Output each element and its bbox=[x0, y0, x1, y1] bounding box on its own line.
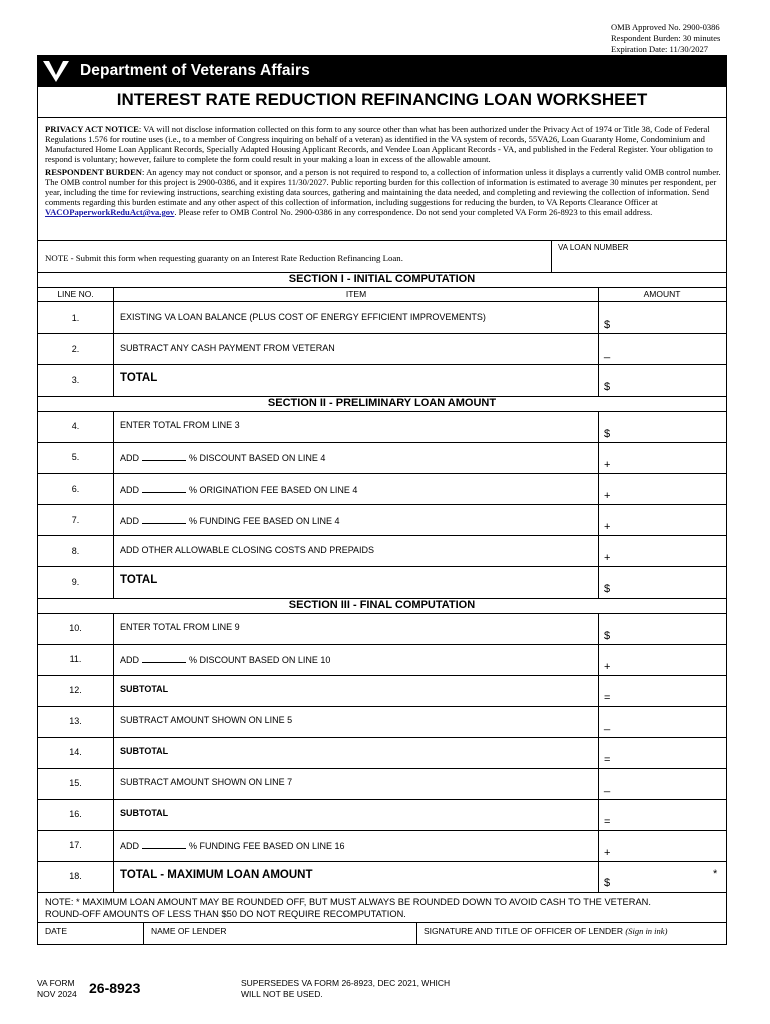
percent-input[interactable] bbox=[142, 451, 186, 461]
column-divider bbox=[416, 922, 417, 945]
line-3-item: TOTAL bbox=[120, 372, 158, 384]
line-8-item: ADD OTHER ALLOWABLE CLOSING COSTS AND PREPAIDS bbox=[120, 545, 375, 555]
amount-field-line-5[interactable]: + bbox=[604, 459, 611, 471]
section-3-heading: SECTION III - FINAL COMPUTATION bbox=[288, 599, 476, 611]
percent-input[interactable] bbox=[142, 483, 186, 493]
agency-name: Department of Veterans Affairs bbox=[80, 62, 310, 79]
line-2-item: SUBTRACT ANY CASH PAYMENT FROM VETERAN bbox=[120, 343, 335, 353]
line-number: 18. bbox=[69, 871, 82, 881]
column-divider bbox=[143, 922, 144, 945]
percent-input[interactable] bbox=[142, 653, 186, 663]
signature-field[interactable] bbox=[424, 926, 667, 936]
amount-field-line-11[interactable]: + bbox=[604, 661, 611, 673]
line-5-item bbox=[120, 451, 325, 463]
line-15-item: SUBTRACT AMOUNT SHOWN ON LINE 7 bbox=[120, 777, 293, 787]
footnote-asterisk: * bbox=[713, 868, 718, 880]
line-number: 1. bbox=[71, 313, 80, 323]
column-divider bbox=[598, 613, 599, 893]
divider bbox=[38, 473, 726, 474]
omb-info bbox=[611, 22, 720, 55]
percent-input[interactable] bbox=[142, 839, 186, 849]
line-number: 7. bbox=[71, 515, 80, 525]
rounding-note-line-2: ROUND-OFF AMOUNTS OF LESS THAN $50 DO NOT REQUIRE RECOMPUTATION. bbox=[45, 909, 406, 919]
respondent-burden: Respondent Burden: 30 minutes bbox=[611, 33, 721, 43]
section-2-heading: SECTION II - PRELIMINARY LOAN AMOUNT bbox=[267, 397, 497, 409]
line-number: 3. bbox=[71, 375, 80, 385]
divider bbox=[38, 892, 726, 893]
amount-field-line-17[interactable]: + bbox=[604, 847, 611, 859]
divider bbox=[38, 768, 726, 769]
column-divider bbox=[113, 287, 114, 397]
add-label: ADD bbox=[120, 655, 140, 665]
line-17-text: % FUNDING FEE BASED ON LINE 16 bbox=[189, 841, 345, 851]
line-number: 9. bbox=[71, 577, 80, 587]
line-number: 2. bbox=[71, 344, 80, 354]
column-divider bbox=[113, 411, 114, 599]
omb-number: OMB Approved No. 2900-0386 bbox=[611, 22, 720, 32]
line-6-item bbox=[120, 483, 357, 495]
line-number: 17. bbox=[69, 840, 82, 850]
divider bbox=[38, 613, 726, 614]
add-label: ADD bbox=[120, 453, 140, 463]
burden-label: RESPONDENT BURDEN bbox=[45, 167, 143, 177]
form-id bbox=[37, 978, 77, 1000]
agency-banner bbox=[38, 56, 726, 87]
column-item: ITEM bbox=[345, 289, 367, 299]
line-7-text: % FUNDING FEE BASED ON LINE 4 bbox=[189, 516, 340, 526]
column-divider bbox=[598, 287, 599, 397]
privacy-text: : VA will not disclose information collected on this form to any source other than what has been authorized under the Privacy Act of 1974 or Title 38, Code of Federal Regulations 1.576 for routine uses (i.e., to a member of Congress inquiring on behalf of a veteran) as identified in the VA system of records, 55VA26, Loan Guaranty Home, Condominium and Manufactured Home Loan Applicant Records, Specially Adapted Housing Applicant Records, and Vendee Loan Applicant Records - VA, and published in the Federal Register. Your obligation to respond is voluntary; however, failure to complete the form could result in your making a loan in excess of the allowable amount. bbox=[45, 124, 713, 164]
line-10-item: ENTER TOTAL FROM LINE 9 bbox=[120, 622, 240, 632]
divider bbox=[38, 504, 726, 505]
section-1-heading: SECTION I - INITIAL COMPUTATION bbox=[288, 273, 476, 285]
divider bbox=[38, 830, 726, 831]
line-number: 13. bbox=[69, 716, 82, 726]
divider bbox=[38, 364, 726, 365]
va-loan-number-field[interactable] bbox=[551, 240, 727, 272]
column-divider bbox=[598, 411, 599, 599]
amount-field-line-1[interactable]: $ bbox=[604, 319, 611, 331]
divider bbox=[38, 737, 726, 738]
line-5-text: % DISCOUNT BASED ON LINE 4 bbox=[189, 453, 326, 463]
supersedes-line-2: WILL NOT BE USED. bbox=[241, 989, 323, 999]
add-label: ADD bbox=[120, 516, 140, 526]
date-field[interactable]: DATE bbox=[45, 926, 68, 936]
supersedes-line-1: SUPERSEDES VA FORM 26-8923, DEC 2021, WHICH bbox=[241, 978, 451, 988]
divider bbox=[38, 301, 726, 302]
line-number: 4. bbox=[71, 421, 80, 431]
form-date: NOV 2024 bbox=[37, 989, 77, 999]
divider bbox=[38, 535, 726, 536]
amount-field-line-3[interactable]: $ bbox=[604, 381, 611, 393]
privacy-notice bbox=[45, 124, 727, 220]
submit-note: NOTE - Submit this form when requesting guaranty on an Interest Rate Reduction Refinancing Loan. bbox=[45, 253, 403, 263]
form-number: 26-8923 bbox=[89, 980, 141, 996]
amount-field-line-14[interactable]: = bbox=[604, 754, 611, 766]
percent-input[interactable] bbox=[142, 514, 186, 524]
divider bbox=[38, 675, 726, 676]
divider bbox=[38, 117, 726, 118]
paperwork-email-link[interactable]: VACOPaperworkReduAct@va.gov bbox=[45, 207, 175, 217]
line-16-item: SUBTOTAL bbox=[120, 808, 169, 818]
rounding-note bbox=[45, 896, 651, 920]
amount-field-line-8[interactable]: + bbox=[604, 552, 611, 564]
line-4-item: ENTER TOTAL FROM LINE 3 bbox=[120, 420, 240, 430]
divider bbox=[38, 706, 726, 707]
divider bbox=[38, 861, 726, 862]
line-number: 15. bbox=[69, 778, 82, 788]
divider bbox=[38, 644, 726, 645]
divider bbox=[38, 799, 726, 800]
add-label: ADD bbox=[120, 485, 140, 495]
burden-text: : An agency may not conduct or sponsor, and a person is not required to respond to, a collection of information unless it displays a currently valid OMB control number. The OMB control number for this project is 2900-0386, and it expires 11/30/2027. Public reporting burden for this collection of information is estimated to average 30 minutes per respondent, per year, including the time for reviewing instructions, searching existing data sources, gathering and maintaining the data needed, and completing and reviewing the collection of information. Send comments regarding this burden estimate and any other aspect of this collection of information, including suggestions for reducing the burden, to VA Reports Clearance Officer at bbox=[45, 167, 721, 207]
worksheet-form bbox=[37, 55, 727, 945]
line-7-item bbox=[120, 514, 340, 526]
signature-label: SIGNATURE AND TITLE OF OFFICER OF LENDER bbox=[424, 926, 623, 936]
add-label: ADD bbox=[120, 841, 140, 851]
line-number: 5. bbox=[71, 452, 80, 462]
amount-field-line-2[interactable]: _ bbox=[604, 347, 611, 359]
amount-field-line-10[interactable]: $ bbox=[604, 630, 611, 642]
line-number: 10. bbox=[69, 623, 82, 633]
amount-field-line-7[interactable]: + bbox=[604, 521, 611, 533]
line-number: 6. bbox=[71, 484, 80, 494]
rounding-note-line-1: NOTE: * MAXIMUM LOAN AMOUNT MAY BE ROUNDED OFF, BUT MUST ALWAYS BE ROUNDED DOWN TO AVOID CASH TO THE VETERAN. bbox=[45, 897, 651, 907]
lender-name-field[interactable]: NAME OF LENDER bbox=[151, 926, 227, 936]
amount-field-line-9[interactable]: $ bbox=[604, 583, 611, 595]
amount-field-line-6[interactable]: + bbox=[604, 490, 611, 502]
line-number: 11. bbox=[69, 654, 82, 664]
amount-field-line-13[interactable]: _ bbox=[604, 719, 611, 731]
va-loan-number-label: VA LOAN NUMBER bbox=[558, 243, 629, 252]
amount-field-line-4[interactable]: $ bbox=[604, 428, 611, 440]
line-17-item bbox=[120, 839, 345, 851]
privacy-label: PRIVACY ACT NOTICE bbox=[45, 124, 139, 134]
amount-field-line-15[interactable]: _ bbox=[604, 781, 611, 793]
line-9-item: TOTAL bbox=[120, 574, 158, 586]
line-11-text: % DISCOUNT BASED ON LINE 10 bbox=[189, 655, 331, 665]
column-amount: AMOUNT bbox=[643, 289, 681, 299]
line-number: 14. bbox=[69, 747, 82, 757]
line-14-item: SUBTOTAL bbox=[120, 746, 169, 756]
divider bbox=[38, 411, 726, 412]
line-6-text: % ORIGINATION FEE BASED ON LINE 4 bbox=[189, 485, 358, 495]
line-1-item: EXISTING VA LOAN BALANCE (PLUS COST OF ENERGY EFFICIENT IMPROVEMENTS) bbox=[120, 312, 486, 322]
line-number: 16. bbox=[69, 809, 82, 819]
line-18-item: TOTAL - MAXIMUM LOAN AMOUNT bbox=[120, 869, 313, 881]
expiration-date: Expiration Date: 11/30/2027 bbox=[611, 44, 708, 54]
divider bbox=[38, 442, 726, 443]
amount-field-line-12[interactable]: = bbox=[604, 692, 611, 704]
va-logo-icon bbox=[42, 59, 70, 83]
va-form-label: VA FORM bbox=[37, 978, 75, 988]
line-number: 12. bbox=[69, 685, 82, 695]
line-11-item bbox=[120, 653, 330, 665]
line-12-item: SUBTOTAL bbox=[120, 684, 169, 694]
divider bbox=[38, 287, 726, 288]
form-title: INTEREST RATE REDUCTION REFINANCING LOAN WORKSHEET bbox=[116, 90, 648, 109]
line-number: 8. bbox=[71, 546, 80, 556]
burden-text-2: . Please refer to OMB Control No. 2900-0386 in any correspondence. Do not send your completed VA Form 26-8923 to this email address. bbox=[174, 207, 653, 217]
divider bbox=[38, 333, 726, 334]
column-line-no: LINE NO. bbox=[57, 289, 94, 299]
divider bbox=[38, 566, 726, 567]
divider bbox=[38, 922, 726, 923]
line-13-item: SUBTRACT AMOUNT SHOWN ON LINE 5 bbox=[120, 715, 293, 725]
amount-field-line-16[interactable]: = bbox=[604, 816, 611, 828]
sign-in-ink-label: (Sign in ink) bbox=[625, 926, 668, 936]
column-divider bbox=[113, 613, 114, 893]
amount-field-line-18[interactable]: $ bbox=[604, 877, 611, 889]
supersedes-note bbox=[241, 978, 450, 1000]
